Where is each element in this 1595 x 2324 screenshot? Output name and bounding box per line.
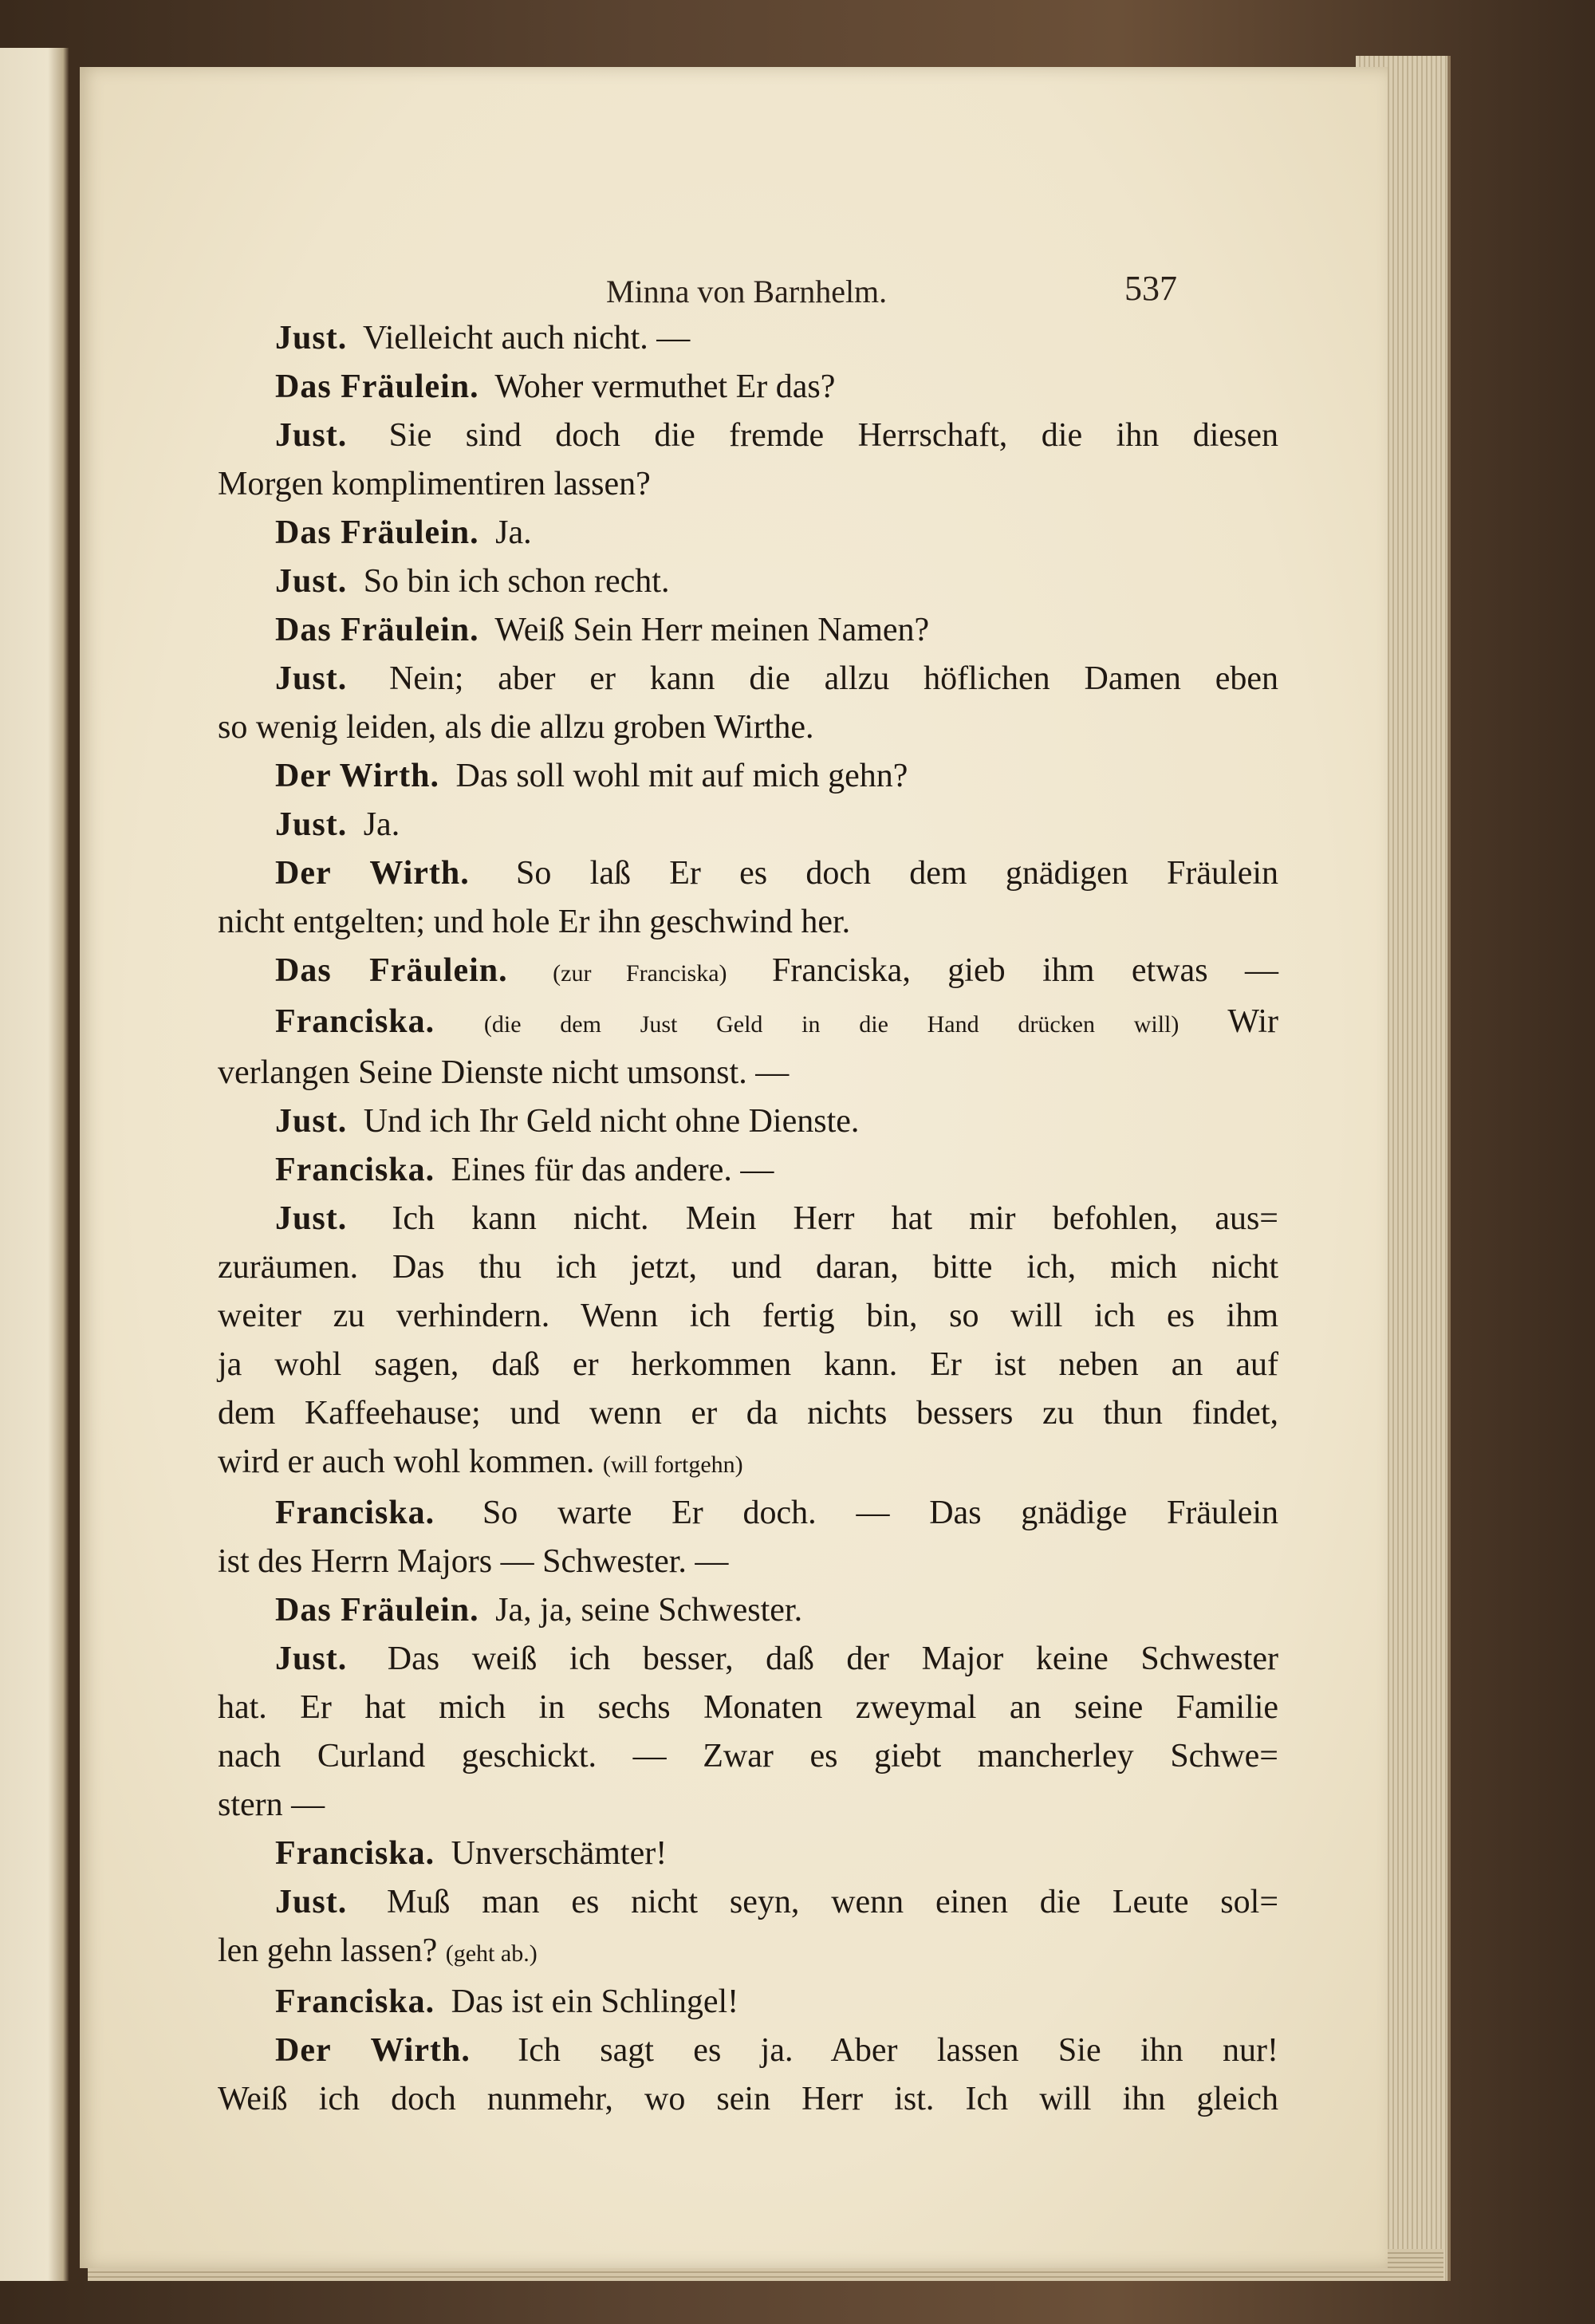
line-text: Wir xyxy=(1227,1003,1278,1040)
line-text: Weiß Sein Herr meinen Namen? xyxy=(494,612,930,648)
line-text: Ja. xyxy=(363,806,400,843)
text-line xyxy=(218,849,1278,898)
line-text: dem Kaffeehause; und wenn er da nichts bessers zu thun findet, xyxy=(218,1395,1278,1432)
line-text: So warte Er doch. — Das gnädige Fräulein xyxy=(482,1495,1278,1531)
text-line xyxy=(218,1878,1278,1927)
text-line xyxy=(218,1978,1278,2027)
speaker-name: Just. xyxy=(275,660,348,697)
text-line xyxy=(218,1732,1278,1781)
text-line xyxy=(218,752,1278,801)
text-line xyxy=(218,1781,1278,1830)
line-text: Muß man es nicht seyn, wenn einen die Leute sol= xyxy=(387,1884,1279,1920)
text-line xyxy=(218,1292,1278,1341)
text-line xyxy=(218,1586,1278,1635)
line-text: Ich sagt es ja. Aber lassen Sie ihn nur! xyxy=(518,2032,1278,2069)
text-line xyxy=(218,1195,1278,1243)
speaker-name: Das Fräulein. xyxy=(275,514,479,551)
line-text: verlangen Seine Dienste nicht umsonst. — xyxy=(218,1054,790,1091)
page-number: 537 xyxy=(1124,269,1177,308)
running-title: Minna von Barnhelm. xyxy=(606,274,888,309)
line-text: Eines für das andere. — xyxy=(451,1152,774,1188)
line-text: Und ich Ihr Geld nicht ohne Dienste. xyxy=(363,1103,860,1140)
text-line xyxy=(218,703,1278,752)
speaker-name: Der Wirth. xyxy=(275,2032,471,2069)
line-text: stern — xyxy=(218,1786,325,1823)
stage-direction: (geht ab.) xyxy=(445,1940,538,1967)
page-header xyxy=(80,269,1388,321)
line-text: Ja. xyxy=(495,514,532,551)
line-text: Sie sind doch die fremde Herrschaft, die ihn diesen xyxy=(388,417,1278,454)
speaker-name: Der Wirth. xyxy=(275,758,439,794)
text-line xyxy=(218,460,1278,509)
speaker-name: Der Wirth. xyxy=(275,855,470,892)
text-line xyxy=(218,1146,1278,1195)
line-text: nach Curland geschickt. — Zwar es giebt mancherley Schwe= xyxy=(218,1738,1278,1775)
text-line xyxy=(218,606,1278,655)
speaker-name: Franciska. xyxy=(275,1835,435,1872)
line-text: Das ist ein Schlingel! xyxy=(451,1983,739,2020)
line-text: Nein; aber er kann die allzu höflichen Damen eben xyxy=(389,660,1278,697)
text-line xyxy=(218,801,1278,849)
text-line xyxy=(218,2075,1278,2124)
stage-direction: (will fortgehn) xyxy=(602,1452,743,1478)
speaker-name: Das Fräulein. xyxy=(275,368,479,405)
speaker-name: Just. xyxy=(275,563,348,600)
speaker-name: Franciska. xyxy=(275,1152,435,1188)
line-text: ist des Herrn Majors — Schwester. — xyxy=(218,1543,729,1580)
text-line xyxy=(218,1927,1278,1978)
text-line xyxy=(218,1097,1278,1146)
line-text: Ja, ja, seine Schwester. xyxy=(495,1592,803,1629)
speaker-name: Das Fräulein. xyxy=(275,952,508,989)
speaker-name: Just. xyxy=(275,1641,348,1677)
line-text: zuräumen. Das thu ich jetzt, und daran, bitte ich, mich nicht xyxy=(218,1249,1278,1286)
text-line xyxy=(218,655,1278,703)
speaker-name: Just. xyxy=(275,1884,348,1920)
text-line xyxy=(218,557,1278,606)
line-text: Das weiß ich besser, daß der Major keine Schwester xyxy=(387,1641,1279,1677)
text-line xyxy=(218,314,1278,363)
speaker-name: Just. xyxy=(275,806,348,843)
text-line xyxy=(218,1341,1278,1389)
line-text: So bin ich schon recht. xyxy=(363,563,670,600)
speaker-name: Just. xyxy=(275,1103,348,1140)
line-text: So laß Er es doch dem gnädigen Fräulein xyxy=(516,855,1279,892)
dialogue-text xyxy=(218,314,1278,2124)
line-text: hat. Er hat mich in sechs Monaten zweymal an seine Familie xyxy=(218,1689,1278,1726)
text-line xyxy=(218,1389,1278,1438)
text-line xyxy=(218,1489,1278,1538)
text-line xyxy=(218,363,1278,412)
line-text: Unverschämter! xyxy=(451,1835,668,1872)
speaker-name: Franciska. xyxy=(275,1983,435,2020)
line-text: ja wohl sagen, daß er herkommen kann. Er ist neben an auf xyxy=(218,1346,1278,1383)
text-line xyxy=(218,1684,1278,1732)
line-text: nicht entgelten; und hole Er ihn geschwind her. xyxy=(218,904,851,940)
line-text: so wenig leiden, als die allzu groben Wirthe. xyxy=(218,709,814,746)
line-text: Das soll wohl mit auf mich gehn? xyxy=(455,758,908,794)
line-text: Ich kann nicht. Mein Herr hat mir befohlen, aus= xyxy=(392,1200,1278,1237)
line-text: Morgen komplimentiren lassen? xyxy=(218,466,651,502)
line-text: wird er auch wohl kommen. xyxy=(218,1444,595,1480)
text-line xyxy=(218,947,1278,998)
text-line xyxy=(218,1538,1278,1586)
speaker-name: Just. xyxy=(275,320,348,356)
line-text: Weiß ich doch nunmehr, wo sein Herr ist. Ich will ihn gleich xyxy=(218,2081,1278,2117)
text-line xyxy=(218,1049,1278,1097)
text-line xyxy=(218,898,1278,947)
text-line xyxy=(218,1635,1278,1684)
stage-direction: (zur Franciska) xyxy=(553,960,727,987)
speaker-name: Franciska. xyxy=(275,1003,435,1040)
text-line xyxy=(218,412,1278,460)
text-line xyxy=(218,509,1278,557)
speaker-name: Das Fräulein. xyxy=(275,612,479,648)
stage-direction: (die dem Just Geld in die Hand drücken will) xyxy=(483,1011,1180,1038)
text-line xyxy=(218,2027,1278,2075)
speaker-name: Just. xyxy=(275,417,348,454)
line-text: Vielleicht auch nicht. — xyxy=(362,320,691,356)
line-text: len gehn lassen? xyxy=(218,1932,438,1969)
text-line xyxy=(218,998,1278,1049)
speaker-name: Das Fräulein. xyxy=(275,1592,479,1629)
line-text: Woher vermuthet Er das? xyxy=(494,368,836,405)
line-text: weiter zu verhindern. Wenn ich fertig bin, so will ich es ihm xyxy=(218,1298,1278,1334)
text-line xyxy=(218,1243,1278,1292)
book-page xyxy=(80,67,1388,2268)
text-line xyxy=(218,1438,1278,1489)
speaker-name: Just. xyxy=(275,1200,348,1237)
text-line xyxy=(218,1830,1278,1878)
facing-page-edge xyxy=(0,48,69,2281)
line-text: Franciska, gieb ihm etwas — xyxy=(772,952,1279,989)
speaker-name: Franciska. xyxy=(275,1495,435,1531)
